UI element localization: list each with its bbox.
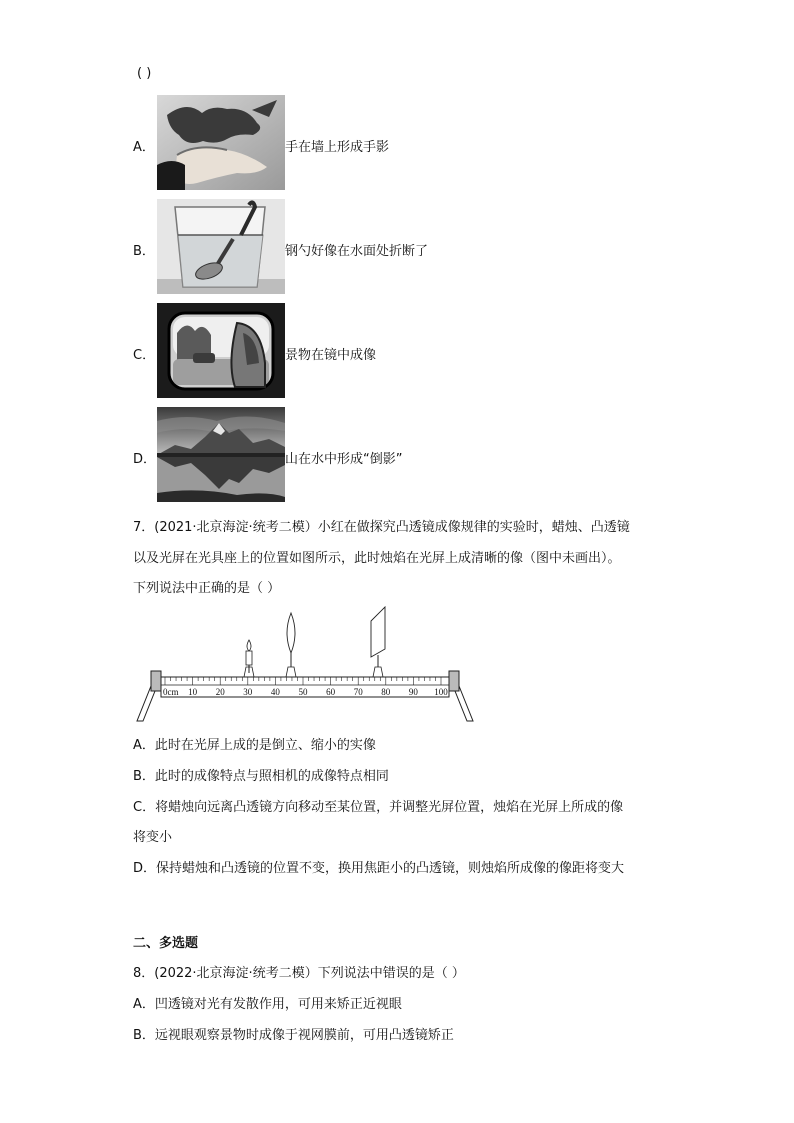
car-mirror-photo — [157, 303, 285, 398]
candle — [244, 640, 254, 677]
bench-tick-label: 20 — [215, 687, 225, 697]
option-d-letter: D． — [133, 452, 157, 467]
bench-tick-label: 60 — [326, 687, 336, 697]
optical-bench-diagram — [135, 605, 475, 725]
q8-stem: 8．(2022·北京海淀·统考二模）下列说法中错误的是（ ） — [133, 966, 465, 981]
q7-stem-line1: 7．(2021·北京海淀·统考二模）小红在做探究凸透镜成像规律的实验时，蜡烛、凸透镜 — [133, 520, 630, 535]
option-a-caption: 手在墙上形成手影 — [285, 140, 390, 155]
answer-paren: ( ) — [137, 66, 152, 81]
q8-option-a: A．凹透镜对光有发散作用，可用来矫正近视眼 — [133, 997, 402, 1012]
q7-option-d: D．保持蜡烛和凸透镜的位置不变，换用焦距小的凸透镜，则烛焰所成像的像距将变大 — [133, 861, 625, 876]
mountain-reflection-photo — [157, 407, 285, 502]
q8-option-b: B．远视眼观察景物时成像于视网膜前，可用凸透镜矫正 — [133, 1028, 454, 1043]
section-title: 二、多选题 — [133, 936, 199, 951]
q7-option-c: C．将蜡烛向远离凸透镜方向移动至某位置，并调整光屏位置，烛焰在光屏上所成的像 — [133, 800, 624, 815]
bench-tick-label: 10 — [188, 687, 198, 697]
bench-tick-label: 80 — [381, 687, 391, 697]
q7-stem-line2: 以及光屏在光具座上的位置如图所示，此时烛焰在光屏上成清晰的像（图中未画出）。 — [133, 551, 621, 566]
q7-option-b: B．此时的成像特点与照相机的成像特点相同 — [133, 769, 389, 784]
option-c-caption: 景物在镜中成像 — [285, 348, 377, 363]
convex-lens — [286, 613, 296, 677]
bench-tick-label: 50 — [298, 687, 308, 697]
bench-tick-label: 0cm — [163, 687, 179, 697]
bench-tick-label: 90 — [408, 687, 418, 697]
bench-tick-label: 30 — [243, 687, 253, 697]
option-d-caption: 山在水中形成“倒影” — [285, 452, 403, 467]
spoon-in-glass-photo — [157, 199, 285, 294]
option-b-letter: B． — [133, 244, 155, 259]
option-b-caption: 钢勺好像在水面处折断了 — [285, 244, 429, 259]
q7-stem-line3: 下列说法中正确的是（ ） — [133, 581, 281, 596]
bench-tick-label: 70 — [353, 687, 363, 697]
q7-option-c-cont: 将变小 — [133, 830, 173, 845]
option-a-letter: A． — [133, 140, 155, 155]
bench-tick-label: 40 — [270, 687, 280, 697]
bench-tick-label: 100 — [434, 687, 448, 697]
hand-shadow-photo — [157, 95, 285, 190]
option-c-letter: C． — [133, 348, 156, 363]
q7-option-a: A．此时在光屏上成的是倒立、缩小的实像 — [133, 738, 376, 753]
light-screen — [371, 607, 385, 677]
